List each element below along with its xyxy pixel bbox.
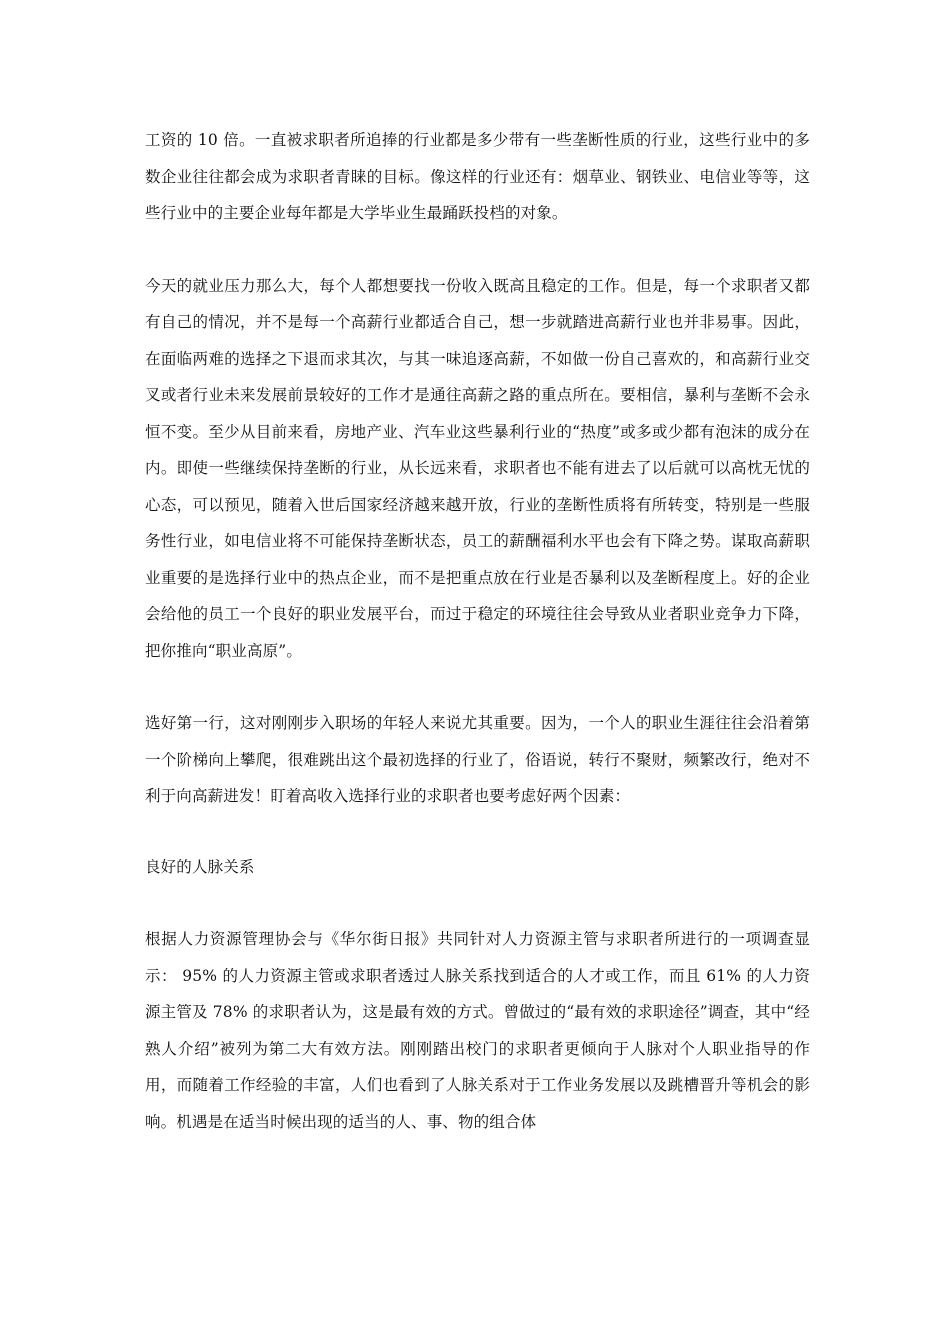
paragraph-employment-pressure: 今天的就业压力那么大，每个人都想要找一份收入既高且稳定的工作。但是，每一个求职者又都有自己的情况，并不是每一个高薪行业都适合自己，想一步就踏进高薪行业也并非易事。因此，在面临两难的选择之下退而求其次，与其一味追逐高薪，不如做一份自己喜欢的，和高薪行业交叉或者行业未来发展前景较好的工作才是通往高薪之路的重点所在。要相信，暴利与垄断不会永恒不变。至少从目前来看，房地产业、汽车业这些暴利行业的“热度”或多或少都有泡沫的成分在内。即使一些继续保持垄断的行业，从长远来看，求职者也不能有进去了以后就可以高枕无忧的心态，可以预见，随着入世后国家经济越来越开放，行业的垄断性质将有所转变，特别是一些服务性行业，如电信业将不可能保持垄断状态，员工的薪酬福利水平也会有下降之势。谋取高薪职业重要的是选择行业中的热点企业，而不是把重点放在行业是否暴利以及垄断程度上。好的企业会给他的员工一个良好的职业发展平台，而过于稳定的环境往往会导致从业者职业竞争力下降，把你推向“职业高原”。: [145, 276, 810, 660]
document-body: [145, 122, 810, 1140]
paragraph-first-industry: 选好第一行，这对刚刚步入职场的年轻人来说尤其重要。因为，一个人的职业生涯往往会沿着第一个阶梯向上攀爬，很难跳出这个最初选择的行业了，俗语说，转行不聚财，频繁改行，绝对不利于向高薪进发！盯着高收入选择行业的求职者也要考虑好两个因素：: [145, 714, 810, 805]
paragraph-survey: 根据人力资源管理协会与《华尔街日报》共同针对人力资源主管与求职者所进行的一项调查显示： 95% 的人力资源主管或求职者透过人脉关系找到适合的人才或工作，而且 61% 的人力资源主管及 78% 的求职者认为，这是最有效的方式。曾做过的“最有效的求职途径”调查，其中“经熟人介绍”被列为第二大有效方法。刚刚踏出校门的求职者更倾向于人脉对个人职业指导的作用，而随着工作经验的丰富，人们也看到了人脉关系对于工作业务发展以及跳槽晋升等机会的影响。机遇是在适当时候出现的适当的人、事、物的组合体: [145, 930, 810, 1131]
paragraph-industry-monopoly: 工资的 10 倍。一直被求职者所追捧的行业都是多少带有一些垄断性质的行业，这些行业中的多数企业往往都会成为求职者青睐的目标。像这样的行业还有：烟草业、钢铁业、电信业等等，这些行业中的主要企业每年都是大学毕业生最踊跃投档的对象。: [145, 131, 810, 222]
section-heading-connections: 良好的人脉关系: [145, 857, 255, 876]
